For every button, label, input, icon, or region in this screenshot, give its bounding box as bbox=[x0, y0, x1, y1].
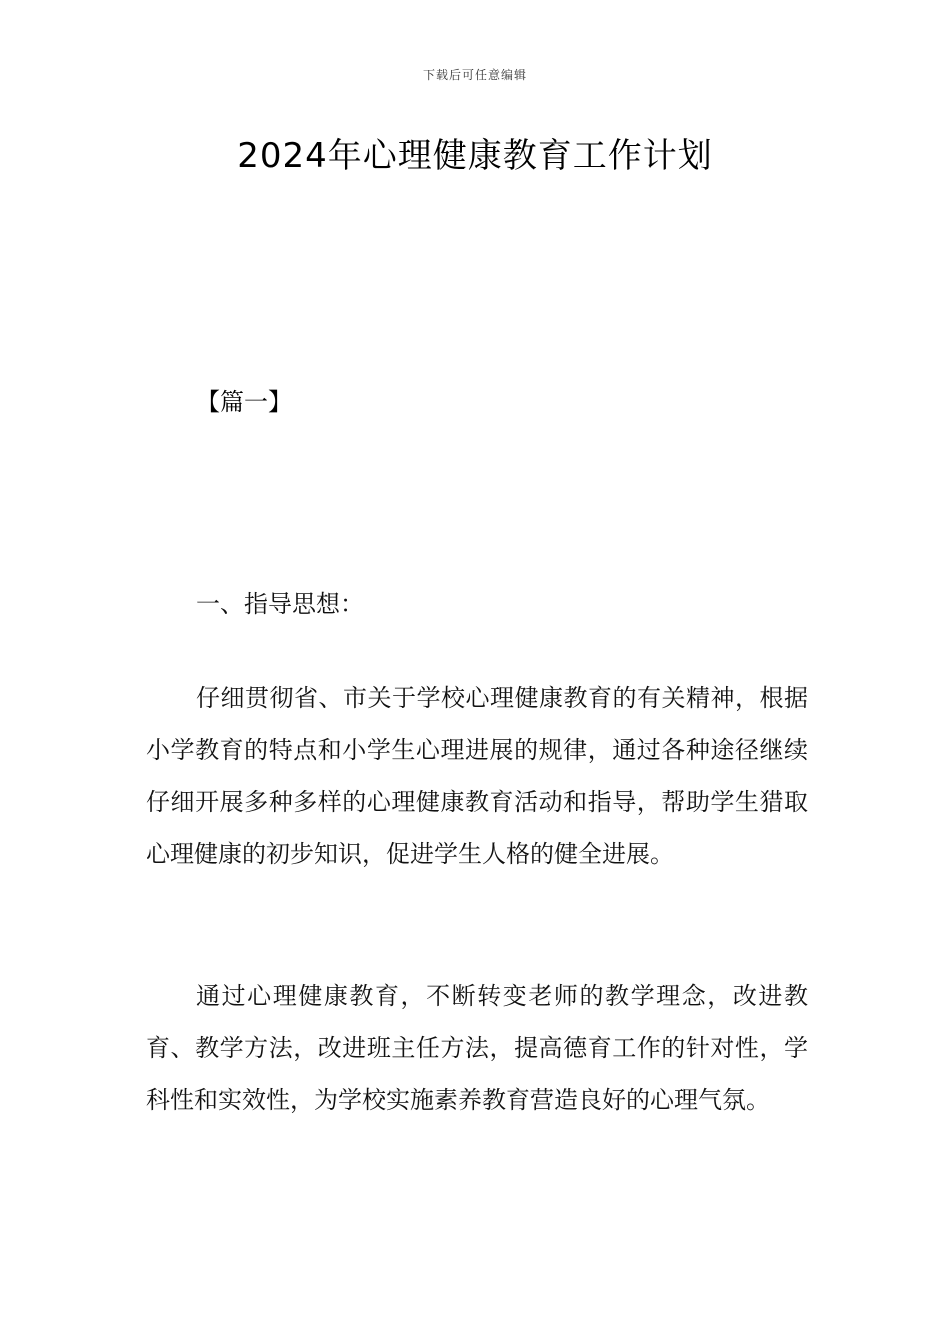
section-tag: 【篇一】 bbox=[196, 388, 292, 416]
paragraph-1: 仔细贯彻省、市关于学校心理健康教育的有关精神，根据小学教育的特点和小学生心理进展的规律，通过各种途径继续仔细开展多种多样的心理健康教育活动和指导，帮助学生猎取心理健康的初步知识，促进学生人格的健全进展。 bbox=[146, 684, 808, 868]
section-heading: 一、指导思想： bbox=[196, 590, 364, 618]
paragraph-2: 通过心理健康教育，不断转变老师的教学理念，改进教育、教学方法，改进班主任方法，提高德育工作的针对性，学科性和实效性，为学校实施素养教育营造良好的心理气氛。 bbox=[146, 982, 808, 1114]
header-note: 下载后可任意编辑 bbox=[422, 68, 527, 82]
document-title: 2024年心理健康教育工作计划 bbox=[237, 136, 713, 176]
